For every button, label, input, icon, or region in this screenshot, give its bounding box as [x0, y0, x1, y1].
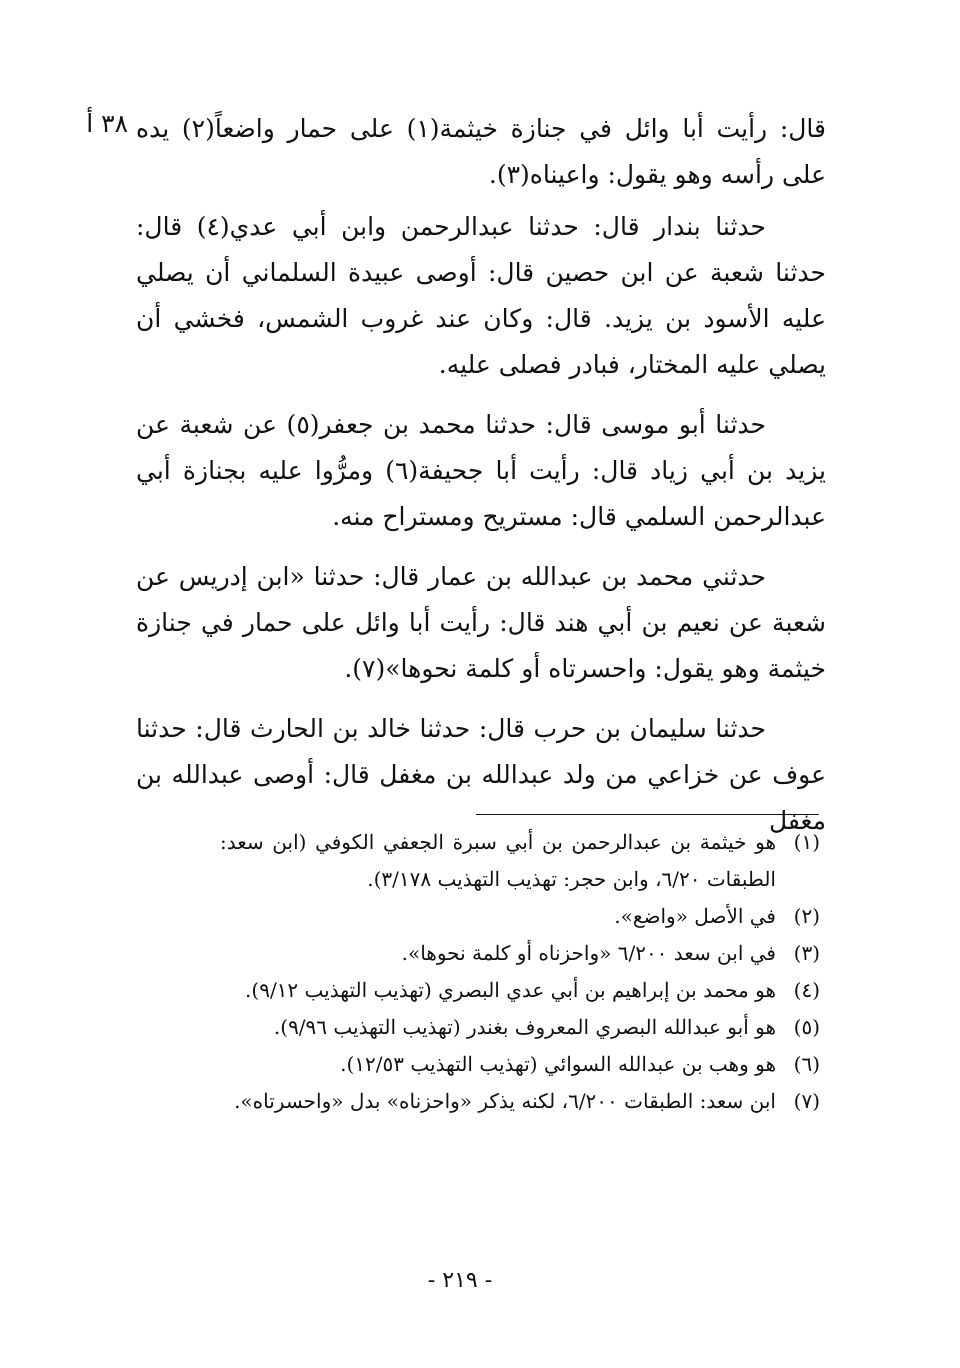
paragraph: قال: رأيت أبا وائل في جنازة خيثمة(١) على حمار واضعاً(٢) يده على رأسه وهو يقول: واعيناه(٣).	[136, 114, 826, 189]
footnote-separator	[476, 814, 819, 815]
footnote-text: هو محمد بن إبراهيم بن أبي عدي البصري (تهذيب التهذيب ٩/١٢).	[245, 978, 776, 1002]
footnote-number: (٥)	[793, 1015, 820, 1039]
footnote	[220, 1046, 820, 1083]
footnotes	[220, 824, 820, 1120]
footnote-text: هو أبو عبدالله البصري المعروف بغندر (تهذيب التهذيب ٩/٩٦).	[273, 1015, 776, 1039]
folio-margin-note: ٣٨ أ	[86, 109, 128, 138]
footnote-number: (٣)	[793, 941, 820, 965]
footnote	[220, 824, 820, 898]
paragraph: حدثنا أبو موسى قال: حدثنا محمد بن جعفر(٥) عن شعبة عن يزيد بن أبي زياد قال: رأيت أبا جحيفة(٦) ومرُّوا عليه بجنازة أبي عبدالرحمن السلمي قال: مستريح ومستراح منه.	[136, 410, 826, 531]
footnote-number: (٤)	[793, 978, 820, 1002]
footnote-text: ابن سعد: الطبقات ٦/٢٠٠، لكنه يذكر «واحزناه» بدل «واحسرتاه».	[234, 1089, 776, 1113]
paragraph: حدثنا سليمان بن حرب قال: حدثنا خالد بن الحارث قال: حدثنا عوف عن خزاعي من ولد عبدالله بن مغفل قال: أوصى عبدالله بن مغفل	[136, 714, 826, 835]
paragraph: حدثنا بندار قال: حدثنا عبدالرحمن وابن أبي عدي(٤) قال: حدثنا شعبة عن ابن حصين قال: أوصى عبيدة السلماني أن يصلي عليه الأسود بن يزيد. قال: وكان عند غروب الشمس، فخشي أن يصلي عليه المختار، فبادر فصلى عليه.	[136, 212, 826, 379]
footnote	[220, 1009, 820, 1046]
footnote-text: هو وهب بن عبدالله السوائي (تهذيب التهذيب ١٢/٥٣).	[340, 1052, 776, 1076]
footnote	[220, 972, 820, 1009]
footnote-number: (٢)	[793, 904, 820, 928]
footnote-text: في ابن سعد ٦/٢٠٠ «واحزناه أو كلمة نحوها».	[401, 941, 776, 965]
footnote-number: (٦)	[793, 1052, 820, 1076]
footnote-number: (١)	[793, 830, 820, 854]
footnote	[220, 898, 820, 935]
footnote	[220, 1083, 820, 1120]
page-number: - ٢١٩ -	[427, 1268, 493, 1293]
footnote-text: في الأصل «واضع».	[614, 904, 776, 928]
footnote-text: هو خيثمة بن عبدالرحمن بن أبي سبرة الجعفي الكوفي (ابن سعد: الطبقات ٦/٢٠، وابن حجر: تهذيب التهذيب ٣/١٧٨).	[220, 830, 776, 891]
paragraph: حدثني محمد بن عبدالله بن عمار قال: حدثنا «ابن إدريس عن شعبة عن نعيم بن أبي هند قال: رأيت أبا وائل على حمار في جنازة خيثمة وهو يقول: واحسرتاه أو كلمة نحوها»(٧).	[136, 562, 826, 683]
footnote	[220, 935, 820, 972]
main-text	[136, 106, 826, 858]
footnote-number: (٧)	[793, 1089, 820, 1113]
